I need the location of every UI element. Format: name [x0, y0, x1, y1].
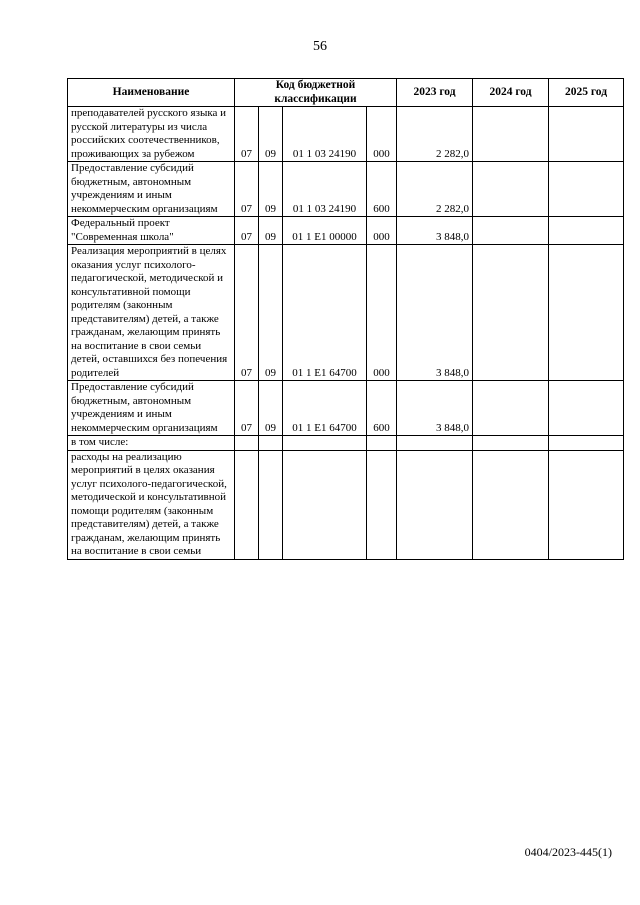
row-2025: [549, 217, 624, 245]
row-2025: [549, 436, 624, 451]
row-subsection: 09: [259, 245, 283, 381]
table-row: [68, 450, 624, 559]
header-2023: 2023 год: [397, 79, 473, 107]
row-section: 07: [235, 107, 259, 162]
table-row: [68, 162, 624, 217]
row-expense-type: [367, 436, 397, 451]
row-name: Предоставление субсидий бюджетным, автономным учреждениям и иным некоммерческим организациям: [68, 381, 235, 436]
table-row: [68, 245, 624, 381]
header-code: Код бюджетной классификации: [235, 79, 397, 107]
row-2025: [549, 162, 624, 217]
row-subsection: 09: [259, 217, 283, 245]
row-2024: [473, 450, 549, 559]
row-target-article: 01 1 03 24190: [283, 162, 367, 217]
row-target-article: 01 1 E1 64700: [283, 381, 367, 436]
row-target-article: 01 1 E1 64700: [283, 245, 367, 381]
row-2023: 3 848,0: [397, 217, 473, 245]
table-row: [68, 436, 624, 451]
row-subsection: [259, 436, 283, 451]
table-row: [68, 217, 624, 245]
row-section: 07: [235, 217, 259, 245]
table-row: [68, 381, 624, 436]
table-header-row: [68, 79, 624, 107]
row-name: Реализация мероприятий в целях оказания услуг психолого-педагогической, методической и консультативной помощи родителям (законным представителям) детей, а также гражданам, желающим принять на воспитание в свои семьи детей, оставшихся без попечения родителей: [68, 245, 235, 381]
row-2023: [397, 450, 473, 559]
row-expense-type: [367, 450, 397, 559]
table-row: [68, 107, 624, 162]
row-expense-type: 000: [367, 107, 397, 162]
row-2025: [549, 107, 624, 162]
row-target-article: 01 1 E1 00000: [283, 217, 367, 245]
row-name: расходы на реализацию мероприятий в целях оказания услуг психолого-педагогической, методической и консультативной помощи родителям (законным представителям) детей, а также гражданам, желающим принять на воспитание в свои семьи: [68, 450, 235, 559]
header-2025: 2025 год: [549, 79, 624, 107]
header-name: Наименование: [68, 79, 235, 107]
header-2024: 2024 год: [473, 79, 549, 107]
row-name: Предоставление субсидий бюджетным, автономным учреждениям и иным некоммерческим организациям: [68, 162, 235, 217]
document-number: 0404/2023-445(1): [524, 845, 612, 859]
row-name: в том числе:: [68, 436, 235, 451]
row-expense-type: 000: [367, 217, 397, 245]
budget-table: [67, 78, 624, 560]
row-section: 07: [235, 381, 259, 436]
row-expense-type: 600: [367, 381, 397, 436]
row-2024: [473, 381, 549, 436]
row-expense-type: 600: [367, 162, 397, 217]
row-subsection: 09: [259, 162, 283, 217]
row-2024: [473, 245, 549, 381]
row-2025: [549, 381, 624, 436]
row-2024: [473, 436, 549, 451]
row-target-article: [283, 436, 367, 451]
page-number: 56: [313, 39, 327, 54]
row-2025: [549, 450, 624, 559]
row-subsection: 09: [259, 381, 283, 436]
row-section: 07: [235, 245, 259, 381]
row-subsection: [259, 450, 283, 559]
row-2024: [473, 162, 549, 217]
row-name: преподавателей русского языка и русской литературы из числа российских соотечественников, проживающих за рубежом: [68, 107, 235, 162]
row-expense-type: 000: [367, 245, 397, 381]
row-2023: 3 848,0: [397, 381, 473, 436]
row-2023: [397, 436, 473, 451]
row-section: [235, 436, 259, 451]
row-target-article: [283, 450, 367, 559]
row-2025: [549, 245, 624, 381]
row-subsection: 09: [259, 107, 283, 162]
row-2024: [473, 107, 549, 162]
row-2023: 3 848,0: [397, 245, 473, 381]
row-target-article: 01 1 03 24190: [283, 107, 367, 162]
row-2023: 2 282,0: [397, 162, 473, 217]
row-2023: 2 282,0: [397, 107, 473, 162]
row-2024: [473, 217, 549, 245]
row-name: Федеральный проект "Современная школа": [68, 217, 235, 245]
row-section: 07: [235, 162, 259, 217]
row-section: [235, 450, 259, 559]
